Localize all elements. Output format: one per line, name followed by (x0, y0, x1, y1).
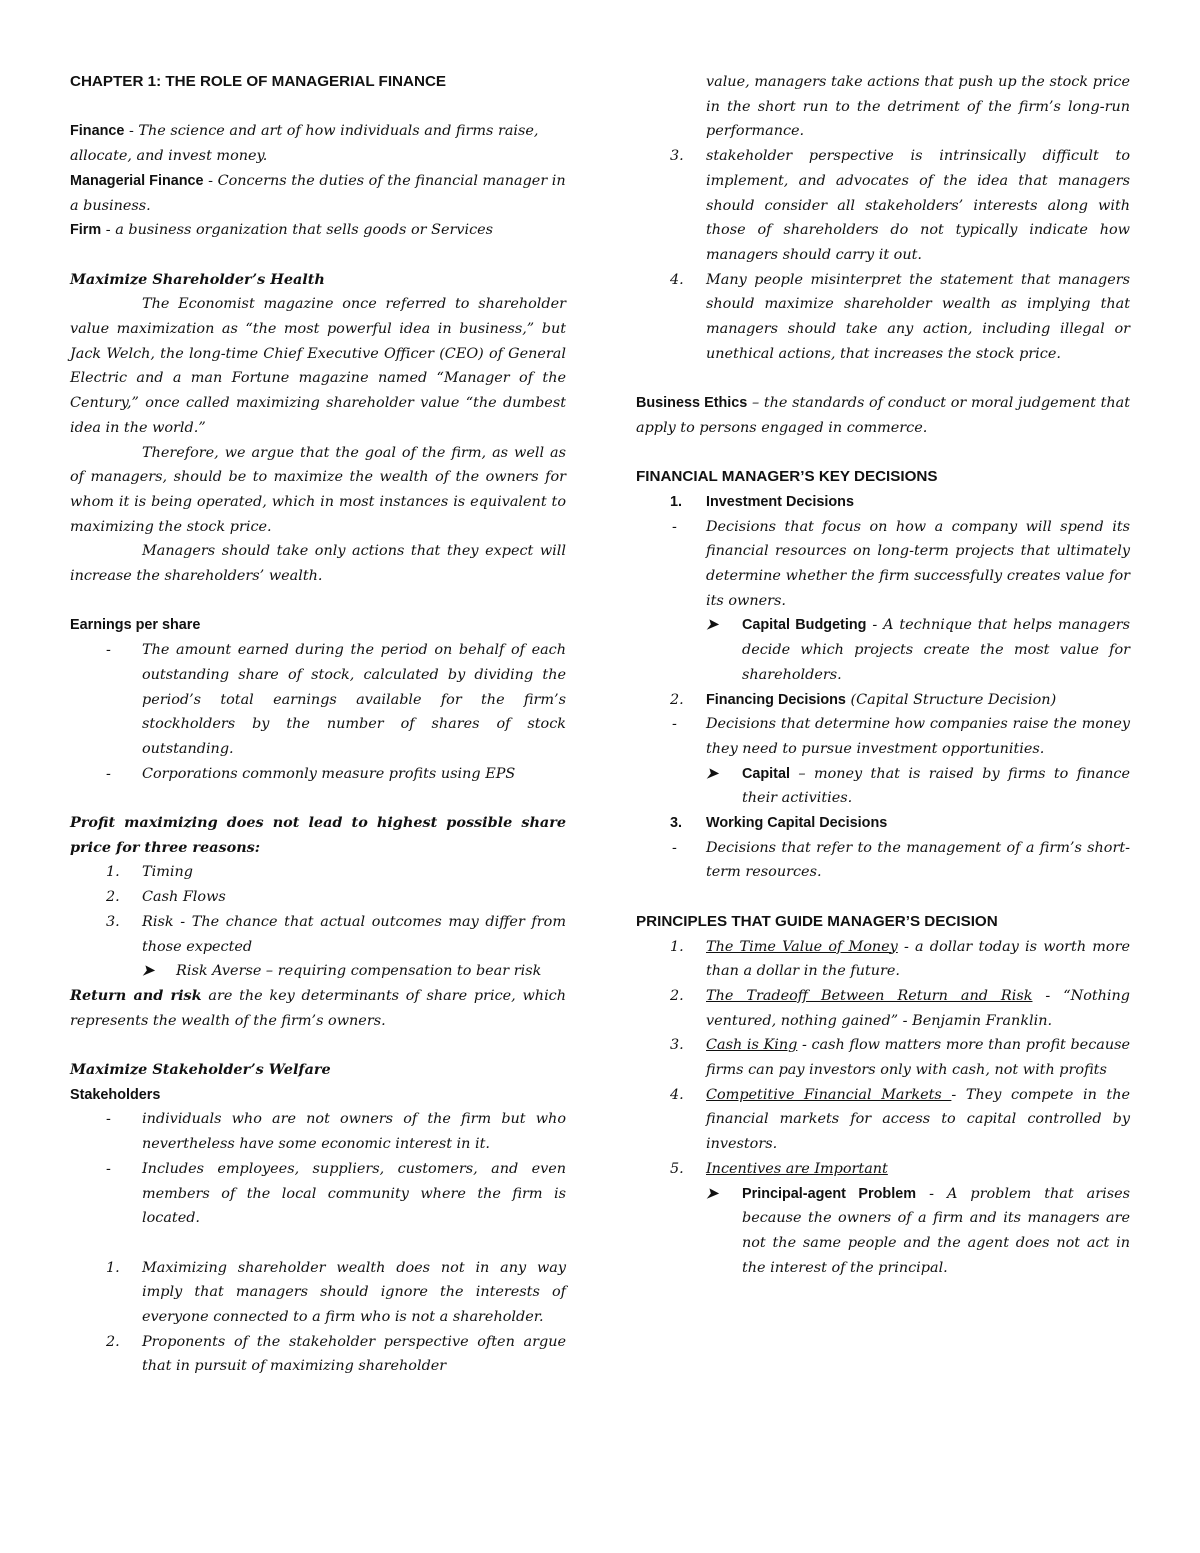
list-item-text: Decisions that refer to the management of a firm’s short-term resources. (706, 839, 1130, 881)
paragraph-text: are the key determinants of share price, which represents the wealth of the firm’s owners. (70, 987, 566, 1029)
list-number: 3. (670, 1037, 684, 1054)
principle-text: - They compete in the financial markets for access to capital controlled by investors. (706, 1086, 1130, 1153)
right-column (636, 70, 1130, 1280)
list-number: 4. (670, 271, 684, 288)
separator: - (203, 172, 218, 189)
definition-firm (70, 218, 566, 243)
arrow-icon: ➤ (142, 962, 155, 980)
principle-title: The Tradeoff Between Return and Risk (706, 987, 1033, 1004)
list-item-text: Timing (142, 864, 193, 881)
shareholder-paragraph: Therefore, we argue that the goal of the firm, as well as of managers, should be to maximize the wealth of the owners for whom it is being operated, which in most instances is equivalent to maximizing the stock price. (70, 444, 566, 535)
list-item (70, 910, 566, 959)
decision-title (636, 811, 1130, 836)
stakeholder-heading: Maximize Stakeholder’s Welfare (70, 1061, 331, 1079)
list-item-text: individuals who are not owners of the firm but who nevertheless have some economic interest in it. (142, 1111, 566, 1153)
principles-heading: PRINCIPLES THAT GUIDE MANAGER’S DECISION (636, 912, 998, 930)
definition-text: – the standards of conduct or moral judgement that apply to persons engaged in commerce. (636, 395, 1130, 436)
list-item (70, 1107, 566, 1156)
list-item-text: Includes employees, suppliers, customers, and even members of the local community where the firm is located. (142, 1160, 566, 1227)
list-item (70, 860, 566, 885)
list-item (636, 935, 1130, 984)
decision-title (636, 490, 1130, 515)
decision-title (636, 688, 1130, 713)
list-item (636, 268, 1130, 367)
dash-marker: - (106, 765, 111, 782)
decision-title-text: Working Capital Decisions (706, 815, 888, 832)
separator: - (124, 123, 139, 140)
separator: - (101, 222, 116, 239)
list-item (636, 515, 1130, 614)
list-item (636, 1157, 1130, 1182)
list-item-text: value, managers take actions that push up the stock price in the short run to the detriment of the firm’s long-run performance. (706, 74, 1130, 140)
list-item-continued (636, 70, 1130, 144)
decision-title-note: (Capital Structure Decision) (845, 691, 1057, 708)
list-item (636, 836, 1130, 885)
decision-title-text: Investment Decisions (706, 493, 854, 510)
arrow-icon: ➤ (706, 616, 719, 634)
list-item-text: Decisions that determine how companies raise the money they need to pursue investment opportunities. (706, 716, 1130, 757)
list-item-text: Risk - The chance that actual outcomes may differ from those expected (142, 913, 566, 955)
sub-term: Capital (742, 765, 790, 782)
business-ethics (636, 391, 1130, 440)
list-item-text: Cash Flows (142, 889, 226, 906)
decision-title-text: Financing Decisions (706, 691, 846, 708)
list-item-text: Risk Averse – requiring compensation to bear risk (176, 963, 542, 980)
principle-title: Incentives are Important (706, 1160, 888, 1177)
list-number: 3. (670, 815, 683, 832)
principle-title: Cash is King (706, 1037, 798, 1054)
sub-list-item (636, 1182, 1130, 1281)
list-item-text: Many people misinterpret the statement that managers should maximize shareholder wealth as implying that managers should take any action, including illegal or unethical actions, that increases the stock price. (706, 271, 1130, 362)
definition-term: Business Ethics (636, 395, 748, 412)
dash-marker: - (672, 518, 677, 535)
list-item (70, 638, 566, 762)
stakeholders-subheading: Stakeholders (70, 1086, 161, 1103)
shareholder-paragraph: Managers should take only actions that they expect will increase the shareholders’ wealth. (70, 543, 566, 585)
list-item (636, 144, 1130, 268)
definition-term: Managerial Finance (70, 172, 204, 189)
shareholder-heading: Maximize Shareholder’s Health (70, 270, 325, 288)
sub-list-item (636, 613, 1130, 687)
principle-title: The Time Value of Money (706, 938, 898, 955)
list-number: 3. (670, 148, 684, 165)
definition-text: Concerns the duties of the financial manager in a business. (70, 172, 566, 214)
list-number: 2. (106, 889, 120, 906)
dash-marker: - (672, 839, 677, 856)
left-column (70, 70, 566, 1379)
bold-lead: Return and risk (70, 986, 202, 1004)
list-item (636, 984, 1130, 1033)
return-risk-paragraph (70, 984, 566, 1033)
list-item (636, 1033, 1130, 1082)
list-item-text: Decisions that focus on how a company will spend its financial resources on long-term projects that ultimately determine whether the firm successfully creates value for its owners. (706, 518, 1130, 609)
list-item (70, 1157, 566, 1231)
list-item-text: Corporations commonly measure profits using EPS (142, 765, 516, 782)
list-number: 2. (106, 1333, 120, 1350)
list-item-text: Maximizing shareholder wealth does not in any way imply that managers should ignore the interests of everyone connected to a firm who is not a shareholder. (142, 1259, 566, 1326)
sub-list-item (636, 762, 1130, 811)
profit-heading: Profit maximizing does not lead to highest possible share price for three reasons: (70, 814, 566, 856)
arrow-icon: ➤ (706, 764, 719, 782)
list-number: 1. (106, 1259, 120, 1276)
sub-list-item (70, 959, 566, 984)
list-number: 1. (106, 864, 120, 881)
principle-title: Competitive Financial Markets (706, 1086, 952, 1103)
list-item (70, 1256, 566, 1330)
dash-marker: - (106, 642, 111, 659)
dash-marker: - (106, 1160, 111, 1177)
principle-text: - a dollar today is worth more than a dollar in the future. (706, 938, 1130, 980)
list-item (636, 1083, 1130, 1157)
list-number: 4. (670, 1086, 684, 1103)
dash-marker: - (672, 716, 677, 733)
sub-term: Principal-agent Problem (742, 1185, 917, 1202)
definition-managerial-finance (70, 169, 566, 218)
definition-term: Finance (70, 123, 125, 140)
list-number: 2. (670, 987, 684, 1004)
list-number: 3. (106, 913, 120, 930)
shareholder-paragraph: The Economist magazine once referred to shareholder value maximization as “the most powerful idea in business,” but Jack Welch, the long-time Chief Executive Officer (CEO) of General Electric and a man Fortune magazine named “Manager of the Century,” once called maximizing shareholder value “the dumbest idea in the world.” (70, 296, 566, 436)
sub-text: – money that is raised by firms to finance their activities. (742, 765, 1130, 807)
sub-term: Capital Budgeting (742, 617, 867, 634)
list-item (70, 762, 566, 787)
sub-text: - A problem that arises because the owners of a firm and its managers are not the same people and the agent does not act in the interest of the principal. (742, 1185, 1131, 1276)
definition-term: Firm (70, 222, 102, 239)
chapter-title: CHAPTER 1: THE ROLE OF MANAGERIAL FINANCE (70, 73, 447, 90)
list-item (636, 712, 1130, 761)
eps-heading: Earnings per share (70, 617, 201, 634)
list-item-text: The amount earned during the period on behalf of each outstanding share of stock, calculated by dividing the period’s total earnings available for the firm’s stockholders by the number of shares of stock outstanding. (142, 642, 566, 757)
definition-text: The science and art of how individuals and firms raise, allocate, and invest money. (70, 123, 539, 165)
principle-text: - “Nothing ventured, nothing gained” - Benjamin Franklin. (706, 987, 1130, 1029)
list-number: 1. (670, 493, 683, 510)
principle-text: - cash flow matters more than profit because firms can pay investors only with cash, not with profits (706, 1037, 1130, 1079)
list-number: 1. (670, 938, 684, 955)
dash-marker: - (106, 1111, 111, 1128)
list-number: 2. (670, 691, 684, 708)
list-item-text: stakeholder perspective is intrinsically difficult to implement, and advocates of the idea that managers should consider all stakeholders’ interests along with those of shareholders do not typically indicate how managers should carry it out. (706, 148, 1130, 263)
list-item (70, 885, 566, 910)
definition-text: a business organization that sells goods or Services (115, 222, 494, 239)
definition-finance (70, 119, 566, 168)
arrow-icon: ➤ (706, 1184, 719, 1202)
list-item (70, 1330, 566, 1379)
key-decisions-heading: FINANCIAL MANAGER’S KEY DECISIONS (636, 468, 938, 486)
sub-text: - A technique that helps managers decide which projects create the most value for shareholders. (742, 617, 1130, 683)
list-number: 5. (670, 1160, 684, 1177)
list-item-text: Proponents of the stakeholder perspective often argue that in pursuit of maximizing shareholder (142, 1333, 566, 1375)
